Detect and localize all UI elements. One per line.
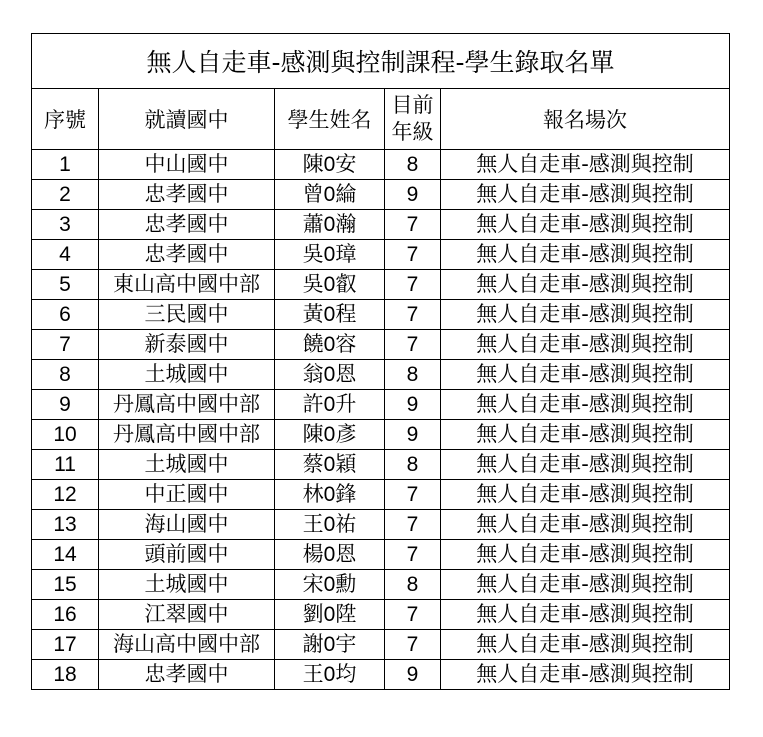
cell-session: 無人自走車-感測與控制	[441, 330, 730, 360]
cell-grade: 7	[385, 300, 441, 330]
cell-student-name: 饒0容	[275, 330, 385, 360]
table-row	[32, 420, 730, 450]
table-row	[32, 300, 730, 330]
cell-student-name: 蔡0穎	[275, 450, 385, 480]
table-row	[32, 450, 730, 480]
table-row	[32, 390, 730, 420]
cell-school: 海山高中國中部	[99, 630, 275, 660]
cell-school: 新泰國中	[99, 330, 275, 360]
cell-session: 無人自走車-感測與控制	[441, 450, 730, 480]
cell-student-name: 吳0叡	[275, 270, 385, 300]
cell-student-name: 宋0勳	[275, 570, 385, 600]
cell-session: 無人自走車-感測與控制	[441, 300, 730, 330]
cell-student-name: 王0均	[275, 660, 385, 690]
table-row	[32, 540, 730, 570]
cell-grade: 7	[385, 210, 441, 240]
cell-session: 無人自走車-感測與控制	[441, 480, 730, 510]
cell-seq: 15	[32, 570, 99, 600]
cell-grade: 7	[385, 510, 441, 540]
table-row	[32, 180, 730, 210]
cell-grade: 9	[385, 660, 441, 690]
table-body	[32, 150, 730, 690]
cell-school: 丹鳳高中國中部	[99, 390, 275, 420]
cell-seq: 11	[32, 450, 99, 480]
cell-seq: 1	[32, 150, 99, 180]
cell-school: 三民國中	[99, 300, 275, 330]
cell-grade: 7	[385, 330, 441, 360]
table-row	[32, 480, 730, 510]
cell-seq: 17	[32, 630, 99, 660]
cell-school: 江翠國中	[99, 600, 275, 630]
cell-school: 土城國中	[99, 450, 275, 480]
cell-school: 土城國中	[99, 570, 275, 600]
cell-session: 無人自走車-感測與控制	[441, 660, 730, 690]
cell-grade: 7	[385, 600, 441, 630]
table-title: 無人自走車-感測與控制課程-學生錄取名單	[32, 34, 730, 89]
header-row	[32, 89, 730, 150]
column-header-grade-line1: 目前	[391, 93, 434, 117]
table-row	[32, 210, 730, 240]
cell-student-name: 楊0恩	[275, 540, 385, 570]
table-row	[32, 330, 730, 360]
table-row	[32, 600, 730, 630]
cell-school: 海山國中	[99, 510, 275, 540]
cell-session: 無人自走車-感測與控制	[441, 420, 730, 450]
table-row	[32, 150, 730, 180]
cell-session: 無人自走車-感測與控制	[441, 630, 730, 660]
cell-school: 頭前國中	[99, 540, 275, 570]
cell-school: 忠孝國中	[99, 240, 275, 270]
cell-seq: 10	[32, 420, 99, 450]
cell-seq: 6	[32, 300, 99, 330]
cell-session: 無人自走車-感測與控制	[441, 390, 730, 420]
cell-session: 無人自走車-感測與控制	[441, 600, 730, 630]
table-row	[32, 270, 730, 300]
cell-grade: 7	[385, 240, 441, 270]
cell-grade: 7	[385, 630, 441, 660]
column-header-name: 學生姓名	[275, 89, 385, 150]
cell-seq: 16	[32, 600, 99, 630]
cell-grade: 9	[385, 390, 441, 420]
cell-grade: 7	[385, 270, 441, 300]
cell-seq: 13	[32, 510, 99, 540]
cell-session: 無人自走車-感測與控制	[441, 360, 730, 390]
table-row	[32, 360, 730, 390]
cell-student-name: 翁0恩	[275, 360, 385, 390]
column-header-school: 就讀國中	[99, 89, 275, 150]
cell-session: 無人自走車-感測與控制	[441, 180, 730, 210]
cell-school: 土城國中	[99, 360, 275, 390]
table-row	[32, 660, 730, 690]
table-row	[32, 240, 730, 270]
cell-student-name: 謝0宇	[275, 630, 385, 660]
cell-grade: 8	[385, 570, 441, 600]
cell-student-name: 蕭0瀚	[275, 210, 385, 240]
cell-student-name: 劉0陞	[275, 600, 385, 630]
cell-session: 無人自走車-感測與控制	[441, 240, 730, 270]
cell-student-name: 王0祐	[275, 510, 385, 540]
cell-school: 東山高中國中部	[99, 270, 275, 300]
cell-grade: 9	[385, 180, 441, 210]
cell-student-name: 黃0程	[275, 300, 385, 330]
column-header-grade-line2: 年級	[391, 120, 434, 144]
cell-student-name: 許0升	[275, 390, 385, 420]
table-row	[32, 570, 730, 600]
cell-school: 忠孝國中	[99, 210, 275, 240]
cell-school: 忠孝國中	[99, 180, 275, 210]
title-row	[32, 34, 730, 89]
table-row	[32, 630, 730, 660]
cell-grade: 8	[385, 150, 441, 180]
column-header-session: 報名場次	[441, 89, 730, 150]
cell-grade: 7	[385, 480, 441, 510]
cell-grade: 8	[385, 450, 441, 480]
cell-session: 無人自走車-感測與控制	[441, 510, 730, 540]
cell-session: 無人自走車-感測與控制	[441, 270, 730, 300]
cell-student-name: 陳0安	[275, 150, 385, 180]
cell-school: 中山國中	[99, 150, 275, 180]
cell-grade: 8	[385, 360, 441, 390]
cell-student-name: 曾0綸	[275, 180, 385, 210]
cell-school: 忠孝國中	[99, 660, 275, 690]
cell-seq: 14	[32, 540, 99, 570]
cell-seq: 4	[32, 240, 99, 270]
cell-session: 無人自走車-感測與控制	[441, 540, 730, 570]
cell-session: 無人自走車-感測與控制	[441, 210, 730, 240]
admission-list-table	[31, 33, 730, 690]
cell-seq: 8	[32, 360, 99, 390]
cell-seq: 5	[32, 270, 99, 300]
cell-session: 無人自走車-感測與控制	[441, 150, 730, 180]
cell-school: 丹鳳高中國中部	[99, 420, 275, 450]
cell-seq: 3	[32, 210, 99, 240]
table-row	[32, 510, 730, 540]
cell-seq: 7	[32, 330, 99, 360]
column-header-grade	[385, 89, 441, 150]
cell-school: 中正國中	[99, 480, 275, 510]
cell-grade: 9	[385, 420, 441, 450]
cell-student-name: 陳0彥	[275, 420, 385, 450]
cell-student-name: 林0鋒	[275, 480, 385, 510]
cell-student-name: 吳0璋	[275, 240, 385, 270]
cell-grade: 7	[385, 540, 441, 570]
column-header-seq: 序號	[32, 89, 99, 150]
cell-seq: 12	[32, 480, 99, 510]
cell-seq: 9	[32, 390, 99, 420]
cell-seq: 18	[32, 660, 99, 690]
cell-session: 無人自走車-感測與控制	[441, 570, 730, 600]
cell-seq: 2	[32, 180, 99, 210]
